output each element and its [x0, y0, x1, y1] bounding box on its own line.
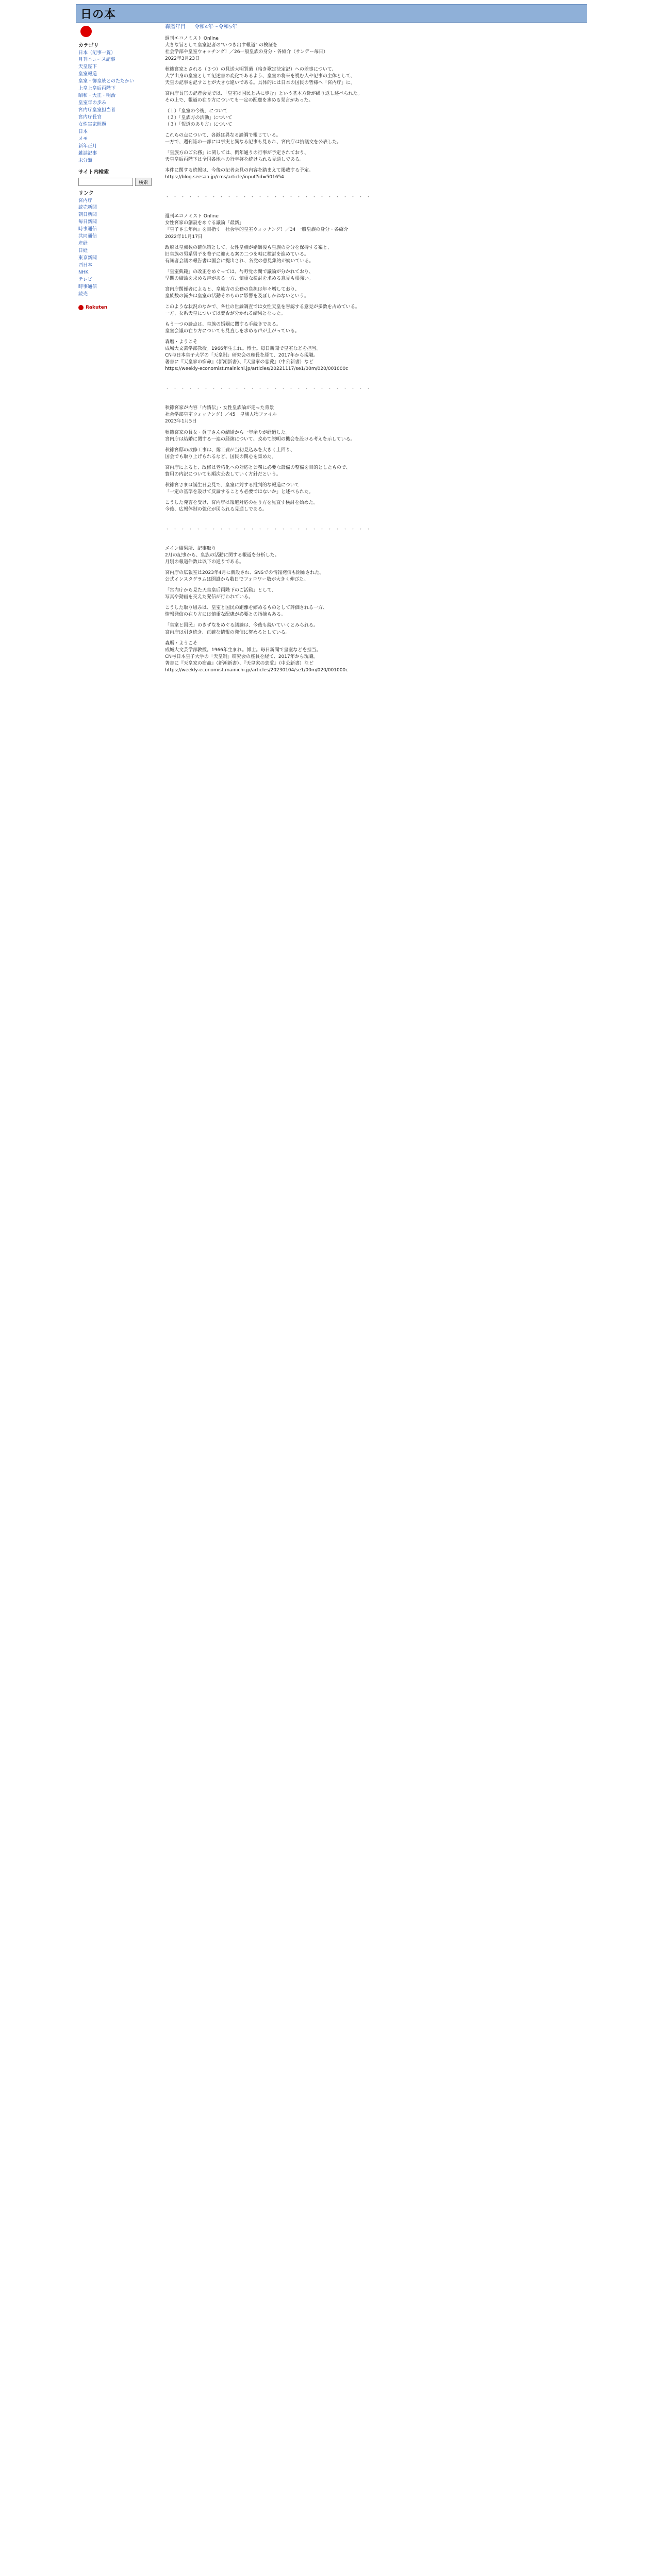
links-heading: リンク: [78, 191, 94, 196]
category-list: [78, 50, 161, 165]
sidebar-category-link[interactable]: 女性宮家問題: [78, 122, 107, 127]
separator: ・・・・・・・・・・・・・・・・・・・・・・・・・・・: [165, 527, 374, 532]
article-paragraph: 秋篠宮家の長女・眞子さんの結婚から一年余りが経過した。 宮内庁は結婚に関する一連の経緯について、改めて説明の機会を設ける考えを示している。: [165, 430, 355, 442]
article-paragraph: メイン結果所、記事取り 2月の記事から、皇族の活動に関する報道を分析した。 月別の報道件数は以下の通りである。: [165, 546, 279, 565]
sidebar-external-link[interactable]: 読売: [78, 291, 88, 297]
article-paragraph: 週刊エコノミスト Online 女性宮家の創設をめぐる議論「最新」 『皇子さま年向』を目指す 社会学的皇室ウォッチング！／34 一般皇族の身分・各紹介 2022年11月17日: [165, 214, 349, 240]
sidebar-external-link[interactable]: NHK: [78, 269, 89, 275]
article-paragraph: 「皇族方のご公務」に関しては、例年通りの行事が予定されており、 天皇皇后両陛下は全国各地への行幸啓を続けられる見通しである。: [165, 150, 309, 163]
post-nav: [165, 24, 577, 31]
article-paragraph: 秋篠宮邸の改修工事は、総工費が当初見込みを大きく上回り、 国会でも取り上げられるなど、国民の関心を集めた。: [165, 447, 295, 460]
sidebar-category-link[interactable]: 天皇陛下: [78, 64, 97, 70]
sidebar-category-link[interactable]: 上皇上皇后両陛下: [78, 86, 116, 92]
sidebar-external-link[interactable]: 読売新聞: [78, 205, 97, 211]
sidebar-external-link[interactable]: 宮内庁: [78, 198, 93, 204]
sidebar-category-link[interactable]: 日本（記事一覧）: [78, 50, 116, 56]
sidebar-category-link[interactable]: 皇室報道: [78, 72, 97, 77]
site-header: [76, 4, 587, 23]
search-heading: サイト内検索: [78, 169, 109, 175]
article-paragraph: 宮内庁長官の記者会見では、「皇室は国民と共に歩む」という基本方針が繰り返し述べられた。 その上で、報道の在り方についても一定の配慮を求める発言があった。: [165, 91, 362, 103]
article-paragraph: 宮内庁によると、改修は老朽化への対応と公務に必要な設備の整備を目的としたもので、 費用の内訳についても順次公表していく方針だという。: [165, 465, 351, 477]
article-paragraph: こうした発言を受け、宮内庁は報道対応の在り方を見直す検討を始めた。 今後、広報体制の強化が図られる見通しである。: [165, 500, 318, 512]
sidebar-external-link[interactable]: 時事通信: [78, 284, 97, 290]
article-paragraph: 宮内庁の広報室は2023年4月に新設され、SNSでの情報発信も開始された。 公式インスタグラムは開設から数日でフォロワー数が大きく伸びた。: [165, 570, 324, 583]
sidebar-category-link[interactable]: 皇室・御皇統とのたたかい: [78, 79, 135, 84]
search-input[interactable]: [78, 178, 133, 186]
article-paragraph: 本件に関する続報は、今後の記者会見の内容を踏まえて掲載する予定。 https://blog.seesaa.jp/cms/article/input?id=501654: [165, 168, 314, 180]
article-paragraph: 週刊エコノミスト Online 大きな旨として皇室記者の"いつき出す報道" の検証を 社会学部や皇室ウォッチング！／26一般皇族の身分・各紹介（サンデー毎日） 2022年3月23日: [165, 36, 328, 61]
sidebar-category-link[interactable]: 月刊ニュース記事: [78, 57, 115, 63]
article-paragraph: もう一つの論点は、皇族の婚姻に関する手続きである。 皇室会議の在り方についても見直しを求める声が上がっている。: [165, 322, 300, 334]
sidebar: [78, 24, 161, 311]
sidebar-category-link[interactable]: 皇室年の歩み: [78, 100, 107, 106]
post-nav-date[interactable]: 令和4年〜令和5年: [194, 24, 237, 30]
link-list: [78, 198, 161, 298]
category-heading: カテゴリ: [78, 43, 99, 48]
article-block-2: [165, 213, 577, 372]
sidebar-external-link[interactable]: 東京新聞: [78, 256, 97, 261]
article-paragraph: 「皇室と国民」のきずなをめぐる議論は、今後も続いていくとみられる。 宮内庁は引き続き、正確な情報の発信に努めるとしている。: [165, 623, 319, 635]
sidebar-category-link[interactable]: 宮内庁皇室担当者: [78, 108, 116, 113]
sidebar-external-link[interactable]: テレビ: [78, 277, 92, 282]
article-paragraph: 秋篠宮家が内容「内情伝」・女性皇族論が走った背景 社会学部皇室ウォッチング！／45 皇族人物ファイル 2023年1月5日: [165, 405, 277, 425]
article-paragraph: このような状況のなかで、各社の世論調査では女性天皇を容認する意見が多数を占めている。 一方、女系天皇については賛否が分かれる結果となった。: [165, 304, 360, 316]
sidebar-category-link[interactable]: 昭和・大正・明治: [78, 93, 116, 99]
article-block-4: [165, 546, 577, 674]
article-paragraph: こうした取り組みは、皇室と国民の距離を縮めるものとして評価される一方、 情報発信の在り方には慎重な配慮が必要との指摘もある。: [165, 605, 328, 618]
separator: ・・・・・・・・・・・・・・・・・・・・・・・・・・・: [165, 386, 374, 392]
article-paragraph: 森暦・ようこそ 成城大文芸学部教授。1966年生まれ。博士。毎日新聞で皇室などを担当。 CN与日本皇子大学の「天皇制」研究会の座長を経て、2017年から現職。 著書に『天皇家の宿命』（新潮新書）、『天皇家の恋愛』（中公新書）など https://weekly-economist.mainichi.jp/articles/20230104/se1/00m/020/001000c: [165, 640, 349, 673]
main-content: [165, 24, 577, 678]
article-paragraph: これらの点について、各紙は異なる論調で報じている。 一方で、週刊誌の一部には事実と異なる記事も見られ、宮内庁は抗議文を公表した。: [165, 133, 342, 145]
article-paragraph: 秋篠宮さまは誕生日会見で、皇室に対する批判的な報道について 「一定の基準を設けて反論することも必要ではないか」と述べられた。: [165, 482, 314, 495]
sidebar-external-link[interactable]: 産経: [78, 241, 88, 247]
separator: ・・・・・・・・・・・・・・・・・・・・・・・・・・・: [165, 195, 374, 200]
sidebar-category-link[interactable]: 新年正月: [78, 143, 97, 149]
sidebar-category-link[interactable]: 雑誌記事: [78, 150, 97, 156]
post-nav-prev[interactable]: 森暦年目: [165, 24, 186, 30]
rakuten-icon: [78, 305, 84, 310]
sidebar-external-link[interactable]: 西日本: [78, 262, 93, 268]
sidebar-external-link[interactable]: 時事通信: [78, 227, 97, 232]
article-paragraph: 宮内庁関係者によると、皇族方の公務の負担は年々増しており、 皇族数の減少は皇室の活動そのものに影響を及ぼしかねないという。: [165, 286, 309, 299]
search-row: [78, 178, 161, 186]
rakuten-label: Rakuten: [86, 304, 108, 310]
sidebar-external-link[interactable]: 毎日新聞: [78, 219, 97, 225]
article-paragraph: 秋篠宮家とされる（３つ）の見送大明質過（暗き歌定決定記）への差事について、 大学出身の皇室として記述書の変化であるよう、皇室の将来を視む人や記事の主体として、 天皇の記事を記すことが大きな違いである。具体的には日本の国民の皆様へ「宮内庁」に。: [165, 66, 356, 86]
sidebar-category-link[interactable]: 未分類: [78, 158, 93, 163]
rising-sun-icon: [80, 26, 92, 37]
sidebar-category-link[interactable]: 日本: [78, 129, 88, 134]
sidebar-external-link[interactable]: 日経: [78, 248, 88, 254]
site-title[interactable]: 日の本: [80, 8, 117, 21]
search-button[interactable]: 検索: [135, 178, 152, 186]
sidebar-category-link[interactable]: 宮内庁長官: [78, 114, 102, 120]
article-paragraph: 森暦・ようこそ 成城大文芸学部教授。1966年生まれ。博士。毎日新聞で皇室などを担当。 CN与日本皇子大学の「天皇制」研究会の座長を経て、2017年から現職。 著書に『天皇家の宿命』（新潮新書）、『天皇家の恋愛』（中公新書）など https://weekly-economist.mainichi.jp/articles/20221117/se1/00m/020/001000c: [165, 340, 349, 372]
rakuten-ad[interactable]: [78, 304, 161, 311]
article-paragraph: 「皇室典範」の改正をめぐっては、与野党の間で議論が分かれており、 早期の結論を求める声がある一方、慎重な検討を求める意見も根強い。: [165, 269, 314, 281]
article-paragraph: 政府は皇族数の確保策として、女性皇族が婚姻後も皇族の身分を保持する案と、 旧皇族の男系男子を養子に迎える案の二つを軸に検討を進めている。 有識者会議の報告書は国会に提出され、各党の意見集約が続いている。: [165, 245, 332, 264]
sidebar-external-link[interactable]: 朝日新聞: [78, 212, 97, 218]
article-paragraph: （１）「皇室の今後」について （２）「皇族方の活動」について （３）「報道のあり方」について: [165, 108, 233, 128]
article-block-3: [165, 405, 577, 513]
sidebar-external-link[interactable]: 共同通信: [78, 234, 97, 240]
article-block-1: [165, 36, 577, 181]
sidebar-category-link[interactable]: メモ: [78, 136, 88, 142]
article-paragraph: 「宮内庁から見た天皇皇后両陛下のご活動」として、 写真や動画を交えた発信が行われている。: [165, 588, 276, 600]
